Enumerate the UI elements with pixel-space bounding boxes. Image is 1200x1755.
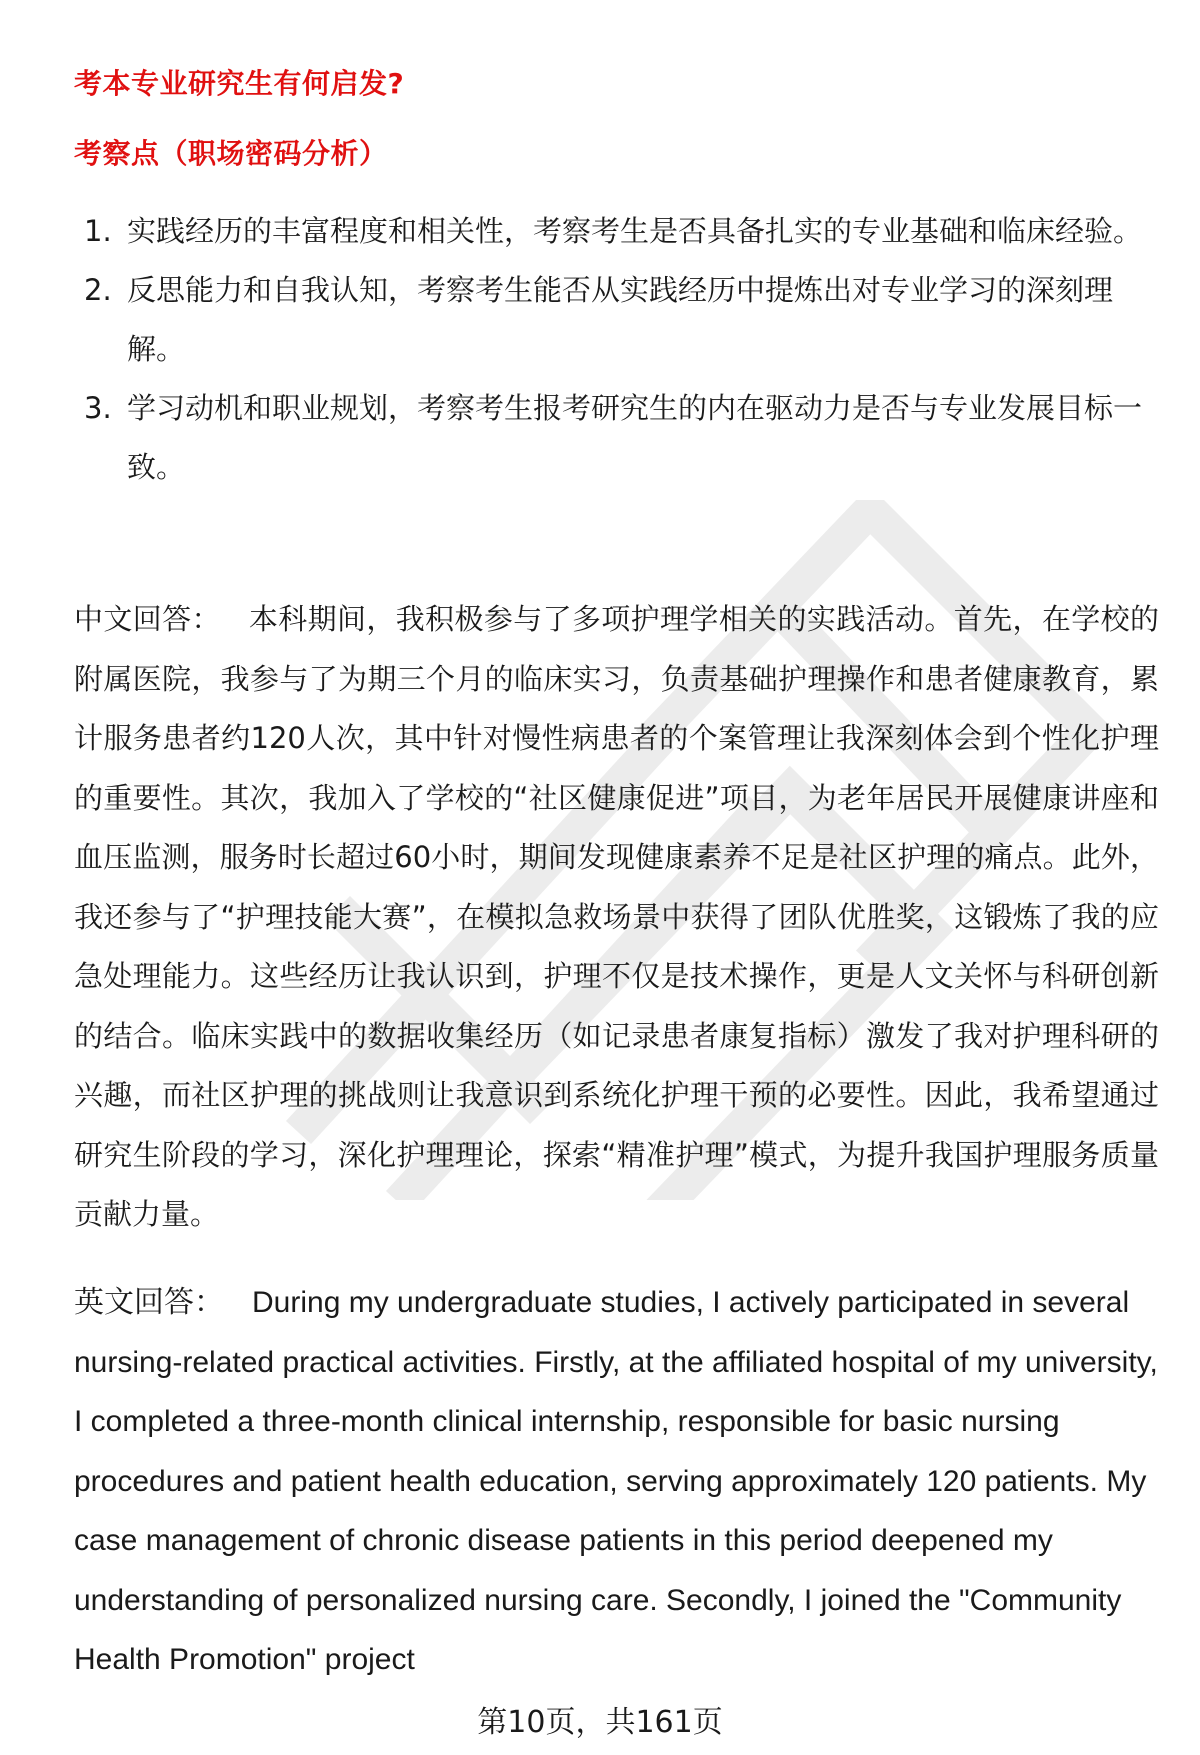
assessment-points-list xyxy=(74,202,1154,497)
english-answer-text: During my undergraduate studies, I actively participated in several nursing-related practical activities. Firstly, at the affiliated hospital of my university, I completed a three-month clinical internship, responsible for basic nursing procedures and patient health education, serving approximately 120 patients. My case management of chronic disease patients in this period deepened my understanding of personalized nursing care. Secondly, I joined the "Community Health Promotion" project xyxy=(74,1286,1158,1676)
english-answer xyxy=(74,1273,1159,1690)
list-item-text: 反思能力和自我认知，考察考生能否从实践经历中提炼出对专业学习的深刻理解。 xyxy=(127,273,1114,366)
section-heading: 考察点（职场密码分析） xyxy=(74,137,388,170)
chinese-answer-label: 中文回答： xyxy=(74,602,221,636)
chinese-answer-text: 本科期间，我积极参与了多项护理学相关的实践活动。首先，在学校的附属医院，我参与了为期三个月的临床实习，负责基础护理操作和患者健康教育，累计服务患者约120人次，其中针对慢性病患者的个案管理让我深刻体会到个性化护理的重要性。其次，我加入了学校的“社区健康促进”项目，为老年居民开展健康讲座和血压监测，服务时长超过60小时，期间发现健康素养不足是社区护理的痛点。此外，我还参与了“护理技能大赛”，在模拟急救场景中获得了团队优胜奖，这锻炼了我的应急处理能力。这些经历让我认识到，护理不仅是技术操作，更是人文关怀与科研创新的结合。临床实践中的数据收集经历（如记录患者康复指标）激发了我对护理科研的兴趣，而社区护理的挑战则让我意识到系统化护理干预的必要性。因此，我希望通过研究生阶段的学习，深化护理理论，探索“精准护理”模式，为提升我国护理服务质量贡献力量。 xyxy=(74,602,1159,1231)
english-answer-label: 英文回答： xyxy=(74,1286,224,1319)
list-item-text: 实践经历的丰富程度和相关性，考察考生是否具备扎实的专业基础和临床经验。 xyxy=(127,214,1143,248)
question-title: 考本专业研究生有何启发? xyxy=(74,67,405,100)
list-item xyxy=(74,261,1154,379)
list-item-number: 1. xyxy=(84,214,112,248)
list-item-number: 3. xyxy=(84,391,112,425)
list-item xyxy=(74,379,1154,497)
list-item-number: 2. xyxy=(84,273,112,307)
list-item xyxy=(74,202,1154,261)
page-number: 第10页，共161页 xyxy=(477,1705,723,1740)
list-item-text: 学习动机和职业规划，考察考生报考研究生的内在驱动力是否与专业发展目标一致。 xyxy=(127,391,1143,484)
chinese-answer xyxy=(74,590,1159,1245)
